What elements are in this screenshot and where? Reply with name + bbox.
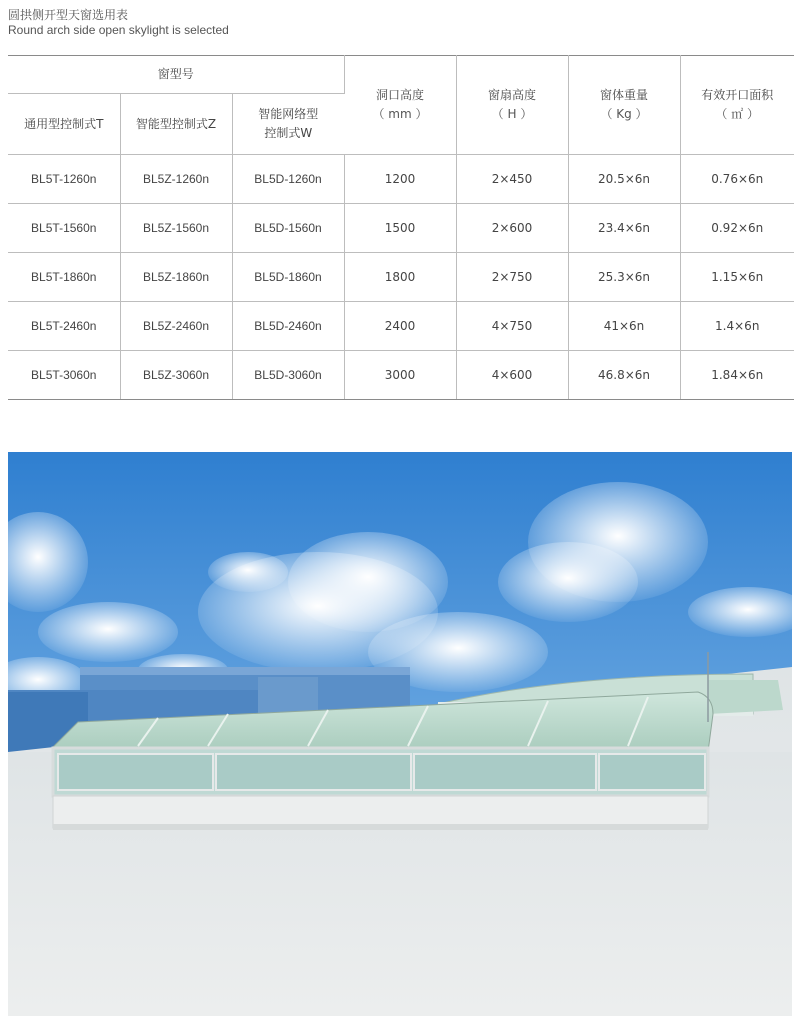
cell-sash-height: 4×600	[456, 351, 568, 400]
header-unit: （ H ）	[491, 107, 533, 121]
table-row	[8, 204, 794, 253]
col-header-sash-height	[456, 56, 568, 155]
cell-model-z: BL5Z-1560n	[120, 204, 232, 253]
cell-effective-area: 1.15×6n	[680, 253, 794, 302]
cell-weight: 46.8×6n	[568, 351, 680, 400]
header-unit: （ mm ）	[372, 107, 428, 121]
photo-illustration	[8, 452, 792, 1016]
table-row	[8, 351, 794, 400]
cell-effective-area: 1.4×6n	[680, 302, 794, 351]
cell-sash-height: 2×750	[456, 253, 568, 302]
header-label: 有效开口面积	[701, 88, 774, 102]
cell-model-z: BL5Z-2460n	[120, 302, 232, 351]
header-label: 窗体重量	[599, 88, 648, 102]
col-header-opening-height	[344, 56, 456, 155]
cell-model-z: BL5Z-1860n	[120, 253, 232, 302]
sub-header-w-line2: 控制式W	[264, 126, 313, 140]
cell-model-t: BL5T-1560n	[8, 204, 120, 253]
cell-sash-height: 2×600	[456, 204, 568, 253]
cell-opening-height: 2400	[344, 302, 456, 351]
sub-header-w-line1: 智能网络型	[258, 107, 319, 121]
cell-weight: 20.5×6n	[568, 155, 680, 204]
cell-weight: 23.4×6n	[568, 204, 680, 253]
table-row	[8, 302, 794, 351]
sub-header-type-t: 通用型控制式T	[8, 94, 120, 155]
sub-header-type-z: 智能型控制式Z	[120, 94, 232, 155]
cell-model-w: BL5D-1860n	[232, 253, 344, 302]
title-english: Round arch side open skylight is selected	[8, 23, 229, 37]
cell-weight: 41×6n	[568, 302, 680, 351]
window-model-group-header: 窗型号	[8, 56, 344, 94]
col-header-effective-area	[680, 56, 794, 155]
cell-model-t: BL5T-3060n	[8, 351, 120, 400]
cell-model-t: BL5T-1860n	[8, 253, 120, 302]
cell-model-t: BL5T-1260n	[8, 155, 120, 204]
cell-model-z: BL5Z-3060n	[120, 351, 232, 400]
cell-model-w: BL5D-3060n	[232, 351, 344, 400]
cell-effective-area: 0.92×6n	[680, 204, 794, 253]
header-unit: （ Kg ）	[600, 107, 648, 121]
header-unit: （ ㎡ ）	[715, 107, 760, 121]
col-header-weight	[568, 56, 680, 155]
cell-opening-height: 1800	[344, 253, 456, 302]
header-row-1	[8, 56, 794, 94]
table-row	[8, 253, 794, 302]
table-row	[8, 155, 794, 204]
cell-model-w: BL5D-2460n	[232, 302, 344, 351]
cell-opening-height: 1200	[344, 155, 456, 204]
cell-opening-height: 1500	[344, 204, 456, 253]
cell-weight: 25.3×6n	[568, 253, 680, 302]
cell-model-w: BL5D-1260n	[232, 155, 344, 204]
sub-header-type-w	[232, 94, 344, 155]
skylight-selection-table	[8, 55, 794, 400]
header-label: 洞口高度	[375, 88, 424, 102]
cell-model-z: BL5Z-1260n	[120, 155, 232, 204]
cell-sash-height: 2×450	[456, 155, 568, 204]
header-label: 窗扇高度	[487, 88, 536, 102]
cell-model-w: BL5D-1560n	[232, 204, 344, 253]
title-chinese: 圆拱侧开型天窗选用表	[8, 8, 129, 22]
cell-effective-area: 1.84×6n	[680, 351, 794, 400]
cell-effective-area: 0.76×6n	[680, 155, 794, 204]
cell-model-t: BL5T-2460n	[8, 302, 120, 351]
cell-opening-height: 3000	[344, 351, 456, 400]
cell-sash-height: 4×750	[456, 302, 568, 351]
skylight-rooftop-photo	[8, 452, 792, 1016]
